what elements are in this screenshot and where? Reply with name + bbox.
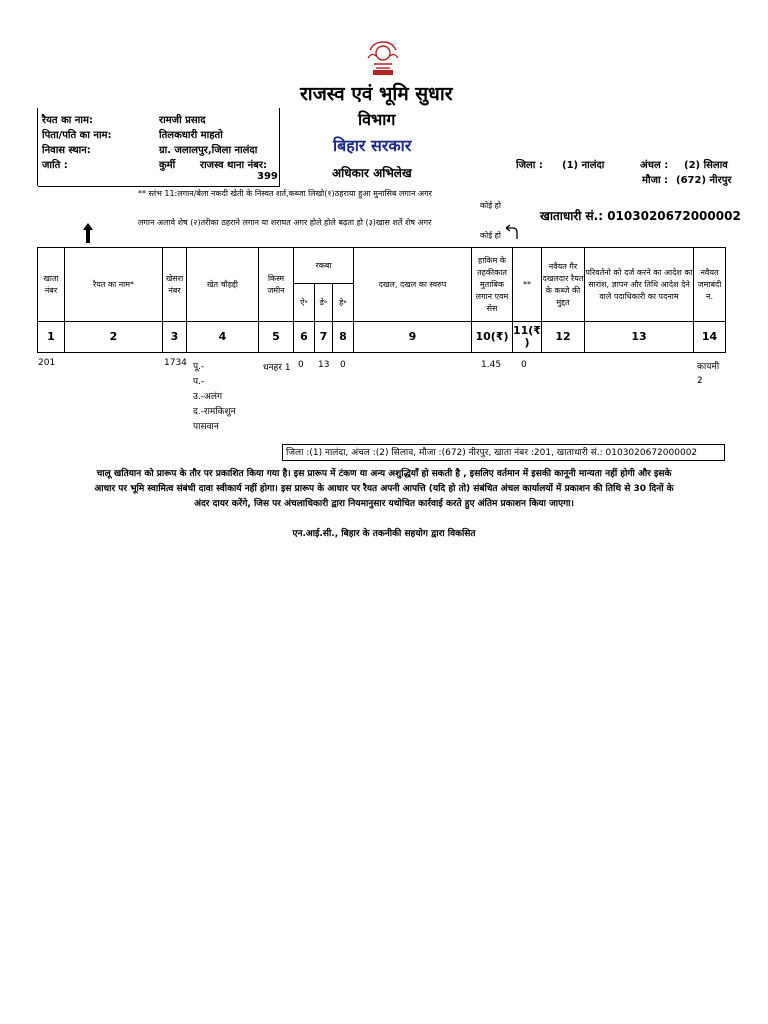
chauhaddi-north: उ.-अलंग <box>193 392 223 402</box>
row-kism: धनहर 1 <box>263 363 291 373</box>
note-line2: लगान अलावे शेष (२)तरीका ठहराने लगान या शराघत अगर होले होले बढ़ता हो (३)खास शर्ते शेष अगर <box>138 218 432 227</box>
mauja-label: मौजा : <box>642 175 669 186</box>
disclaimer-line1: चालू खतियान को प्रारूप के तौर पर प्रकाशित किया गया है। इस प्रारूप में टंकण या अन्य अशुद्धियाँ हो सकती है , इसलिए वर्तमान में इसकी कानूनी मान्यता नहीं होगी और इसके <box>96 469 672 479</box>
raiyat-name-label: रैयत का नाम: <box>42 115 93 126</box>
row-hakim: 1.45 <box>481 360 502 370</box>
header-kism: किस्म जमीन <box>259 248 294 322</box>
column-number: 11(₹ ) <box>513 322 542 353</box>
jamabandi-number: 2 <box>697 376 703 386</box>
column-number: 8 <box>333 322 354 353</box>
row-khata: 201 <box>38 358 56 368</box>
chauhaddi-west: प.- <box>193 377 205 387</box>
department-title-line2: विभाग <box>358 110 396 129</box>
row-jamabandi <box>697 360 719 388</box>
thana-label: राजस्व थाना नंबर: <box>200 160 267 171</box>
header-dakhal: दखल, दखल का स्वरुप <box>354 248 472 322</box>
department-title-line1: राजस्व एवं भूमि सुधार <box>300 83 453 105</box>
row-hectare: 0 <box>340 360 346 370</box>
header-khata: खाता नंबर <box>38 248 65 322</box>
anchal-value: (2) सिलाव <box>684 160 728 171</box>
caste-value: कुर्मी <box>159 160 176 171</box>
header-chauhaddi: खेत चौहद्दी <box>187 248 259 322</box>
developed-by: एन.आई.सी., बिहार के तकनीकी सहयोग द्वारा विकसित <box>292 529 476 539</box>
father-name-value: तिलकधारी माहतो <box>159 130 223 141</box>
header-decimal: डे॰ <box>315 284 333 322</box>
chauhaddi-south: द.-रामकिशुन <box>193 407 236 417</box>
header-star: ** <box>513 248 542 322</box>
column-number: 6 <box>294 322 315 353</box>
header-acre: ऐ॰ <box>294 284 315 322</box>
header-jamabandi: नवैयत जमाबंदी न. <box>694 248 726 322</box>
disclaimer-line2: आधार पर भूमि स्वामित्व संबंधी दावा स्वीकार्य नहीं होगा। इस प्रारूप के आधार पर रैयत अपनी आपत्ति (यदि हो तो) संबंधित अंचल कार्यालयों में प्रकाशन की तिथि से 30 दिनों के <box>94 484 674 494</box>
column-number: 3 <box>163 322 187 353</box>
note-line1-end: कोई हो <box>480 201 502 210</box>
caste-label: जाति : <box>42 160 68 171</box>
raiyat-info-box <box>38 108 280 187</box>
header-hectare: हे॰ <box>333 284 354 322</box>
column-number: 2 <box>65 322 163 353</box>
summary-box: जिला :(1) नालंदा, अंचल :(2) सिलाव, मौजा :(672) नीरपुर, खाता नंबर :201, खाताधारी सं.: 0103020672000002 <box>282 444 725 461</box>
government-title: बिहार सरकार <box>333 136 412 155</box>
header-raiyat: रैयत का नाम* <box>65 248 163 322</box>
father-name-label: पिता/पति का नाम: <box>42 130 112 141</box>
record-table <box>37 247 726 353</box>
header-hakim: हाकिम के तहकीकात मुताबिक लगान एवम सेस <box>472 248 513 322</box>
column-number: 4 <box>187 322 259 353</box>
mauja-value: (672) नीरपुर <box>676 175 732 186</box>
row-acre: 0 <box>298 360 304 370</box>
raiyat-name-value: रामजी प्रसाद <box>159 115 206 126</box>
residence-label: निवास स्थान: <box>42 145 91 156</box>
column-number: 5 <box>259 322 294 353</box>
column-number: 9 <box>354 322 472 353</box>
anchal-label: अंचल : <box>640 160 669 171</box>
residence-value: ग्रा. जलालपुर,जिला नालंदा <box>159 145 258 156</box>
column-number: 1 <box>38 322 65 353</box>
jamabandi-type: कायमी <box>697 362 720 372</box>
column-number: 10(₹) <box>472 322 513 353</box>
note-line1: ** स्तंभ 11:लगान/बेला नकदी खेती के निस्वत शर्त,कब्जा लिखो(१)ठहराया हुआ मुनासिब लगान अगर <box>138 189 432 198</box>
note-line2-end: कोई हो <box>480 231 502 240</box>
return-arrow-icon <box>505 224 519 244</box>
up-arrow-icon <box>82 222 94 248</box>
header-rakba: रकबा <box>294 248 354 284</box>
chauhaddi-south-cont: पासवान <box>193 422 219 432</box>
thana-value: 399 <box>257 171 278 182</box>
row-col11: 0 <box>521 360 527 370</box>
district-label: जिला : <box>516 160 543 171</box>
row-chauhaddi <box>193 360 236 435</box>
document-title: अधिकार अभिलेख <box>332 166 412 180</box>
khatadhari-number: खाताधारी सं.: 0103020672000002 <box>540 209 741 223</box>
column-number: 7 <box>315 322 333 353</box>
header-parivartan: परिवर्तनो को दर्ज करने का आदेश का सारांश, ज्ञापन और तिथि आदेश देने वाले पदाधिकारी का पदनाम <box>585 248 694 322</box>
header-khesra: खेसरा नंबर <box>163 248 187 322</box>
disclaimer-line3: अंदर दायर करेंगे, जिस पर अंचलाधिकारी द्वारा नियमानुसार यथोचित कार्रवाई करते हुए अंतिम प्रकाशन किया जाएगा। <box>194 499 574 509</box>
header-nawiyat: नवैयत गैर दखलदार रैयत के कब्जे की मुद्दत <box>542 248 585 322</box>
column-number: 13 <box>585 322 694 353</box>
chauhaddi-east: पू.- <box>193 362 205 372</box>
bihar-emblem-icon <box>360 38 406 78</box>
row-khesra: 1734 <box>164 358 187 368</box>
district-value: (1) नालंदा <box>562 160 605 171</box>
column-number: 12 <box>542 322 585 353</box>
column-number: 14 <box>694 322 726 353</box>
row-decimal: 13 <box>318 360 330 370</box>
